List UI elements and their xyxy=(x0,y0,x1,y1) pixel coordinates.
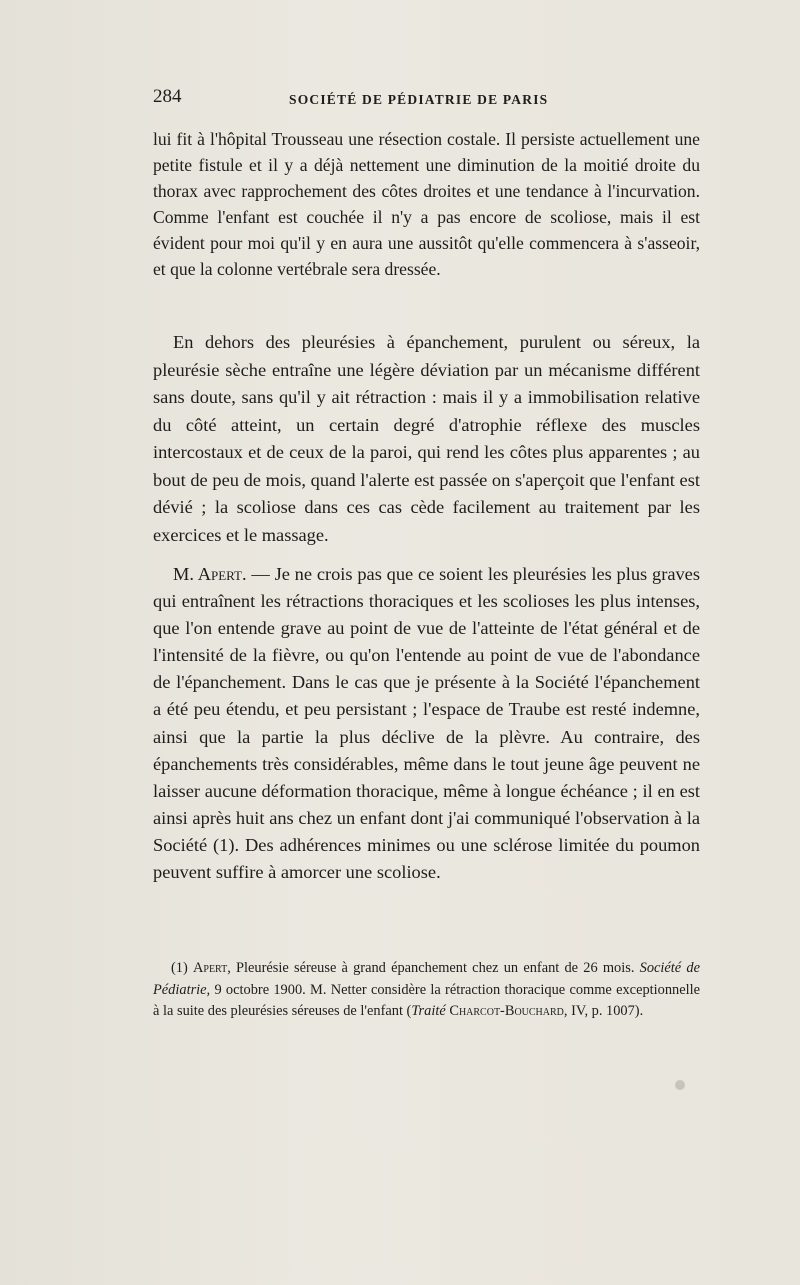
paragraph-3-text: Je ne crois pas que ce soient les pleurésies les plus graves qui entraînent les rétractions thoraciques et les scolioses les plus intenses, que l'on entende grave au point de vue de l'atteinte de l'état général et de l'intensité de la fièvre, ou qu'on l'entende au point de vue de l'abondance de l'épanchement. Dans le cas que je présente à la Société l'épanchement a été peu étendu, et peu persistant ; l'espace de Traube est resté indemne, ainsi que la partie la plus déclive de la plèvre. Au contraire, des épanchements très considérables, même dans le tout jeune âge peuvent ne laisser aucune déformation thoracique, même à longue échéance ; il en est ainsi après huit ans chez un enfant dont j'ai communiqué l'observation à la Société (1). Des adhérences minimes ou une sclérose limitée du poumon peuvent suffire à amorcer une scoliose. xyxy=(153,564,700,883)
footnote-marker: (1) xyxy=(171,960,188,976)
paragraph-1: lui fit à l'hôpital Trousseau une résection costale. Il persiste actuellement une petite fistule et il y a déjà nettement une diminution de la moitié droite du thorax avec rapprochement des côtes droites et une tendance à l'incurvation. Comme l'enfant est couchée il n'y a pas encore de scoliose, mais il est évident pour moi qu'il y en aura une aussitôt qu'elle commencera à s'asseoir, et que la colonne vertébrale sera dressée. xyxy=(153,129,700,279)
page-header xyxy=(153,86,700,114)
page-number: 284 xyxy=(153,86,182,107)
speaker-name: M. Apert. — xyxy=(173,564,270,584)
footnote-text-2: 9 octobre 1900. M. Netter considère la rétraction thoracique comme exceptionnelle à la suite des pleurésies séreuses de l'enfant ( xyxy=(153,981,700,1019)
paragraph-2-text: En dehors des pleurésies à épanchement, purulent ou séreux, la pleurésie sèche entraîne une légère déviation par un mécanisme différent sans doute, sans qu'il y ait rétraction : mais il y a immobilisation relative du côté atteint, un certain degré d'atrophie réflexe des muscles intercostaux et de ceux de la paroi, qui rend les côtes plus apparentes ; au bout de peu de mois, quand l'alerte est passée on s'aperçoit que l'enfant est dévié ; la scoliose dans ces cas cède facilement au traitement par les exercices et le massage. xyxy=(153,332,700,545)
paragraph-2 xyxy=(153,329,700,549)
running-head: SOCIÉTÉ DE PÉDIATRIE DE PARIS xyxy=(289,92,549,107)
footnote-authors-2: Charcot-Bouchard, xyxy=(449,1003,568,1019)
footnote-author: Apert, xyxy=(192,960,231,976)
footnote xyxy=(153,958,700,1023)
paper-speck xyxy=(675,1080,685,1090)
paragraph-3 xyxy=(153,561,700,886)
footnote-text-1: Pleurésie séreuse à grand épanchement chez un enfant de 26 mois. xyxy=(236,960,635,976)
footnote-text-3: IV, p. 1007). xyxy=(571,1003,644,1019)
footnote-traite: Traité xyxy=(411,1003,446,1019)
footnote-source: Société de Pédiatrie, xyxy=(153,960,700,998)
